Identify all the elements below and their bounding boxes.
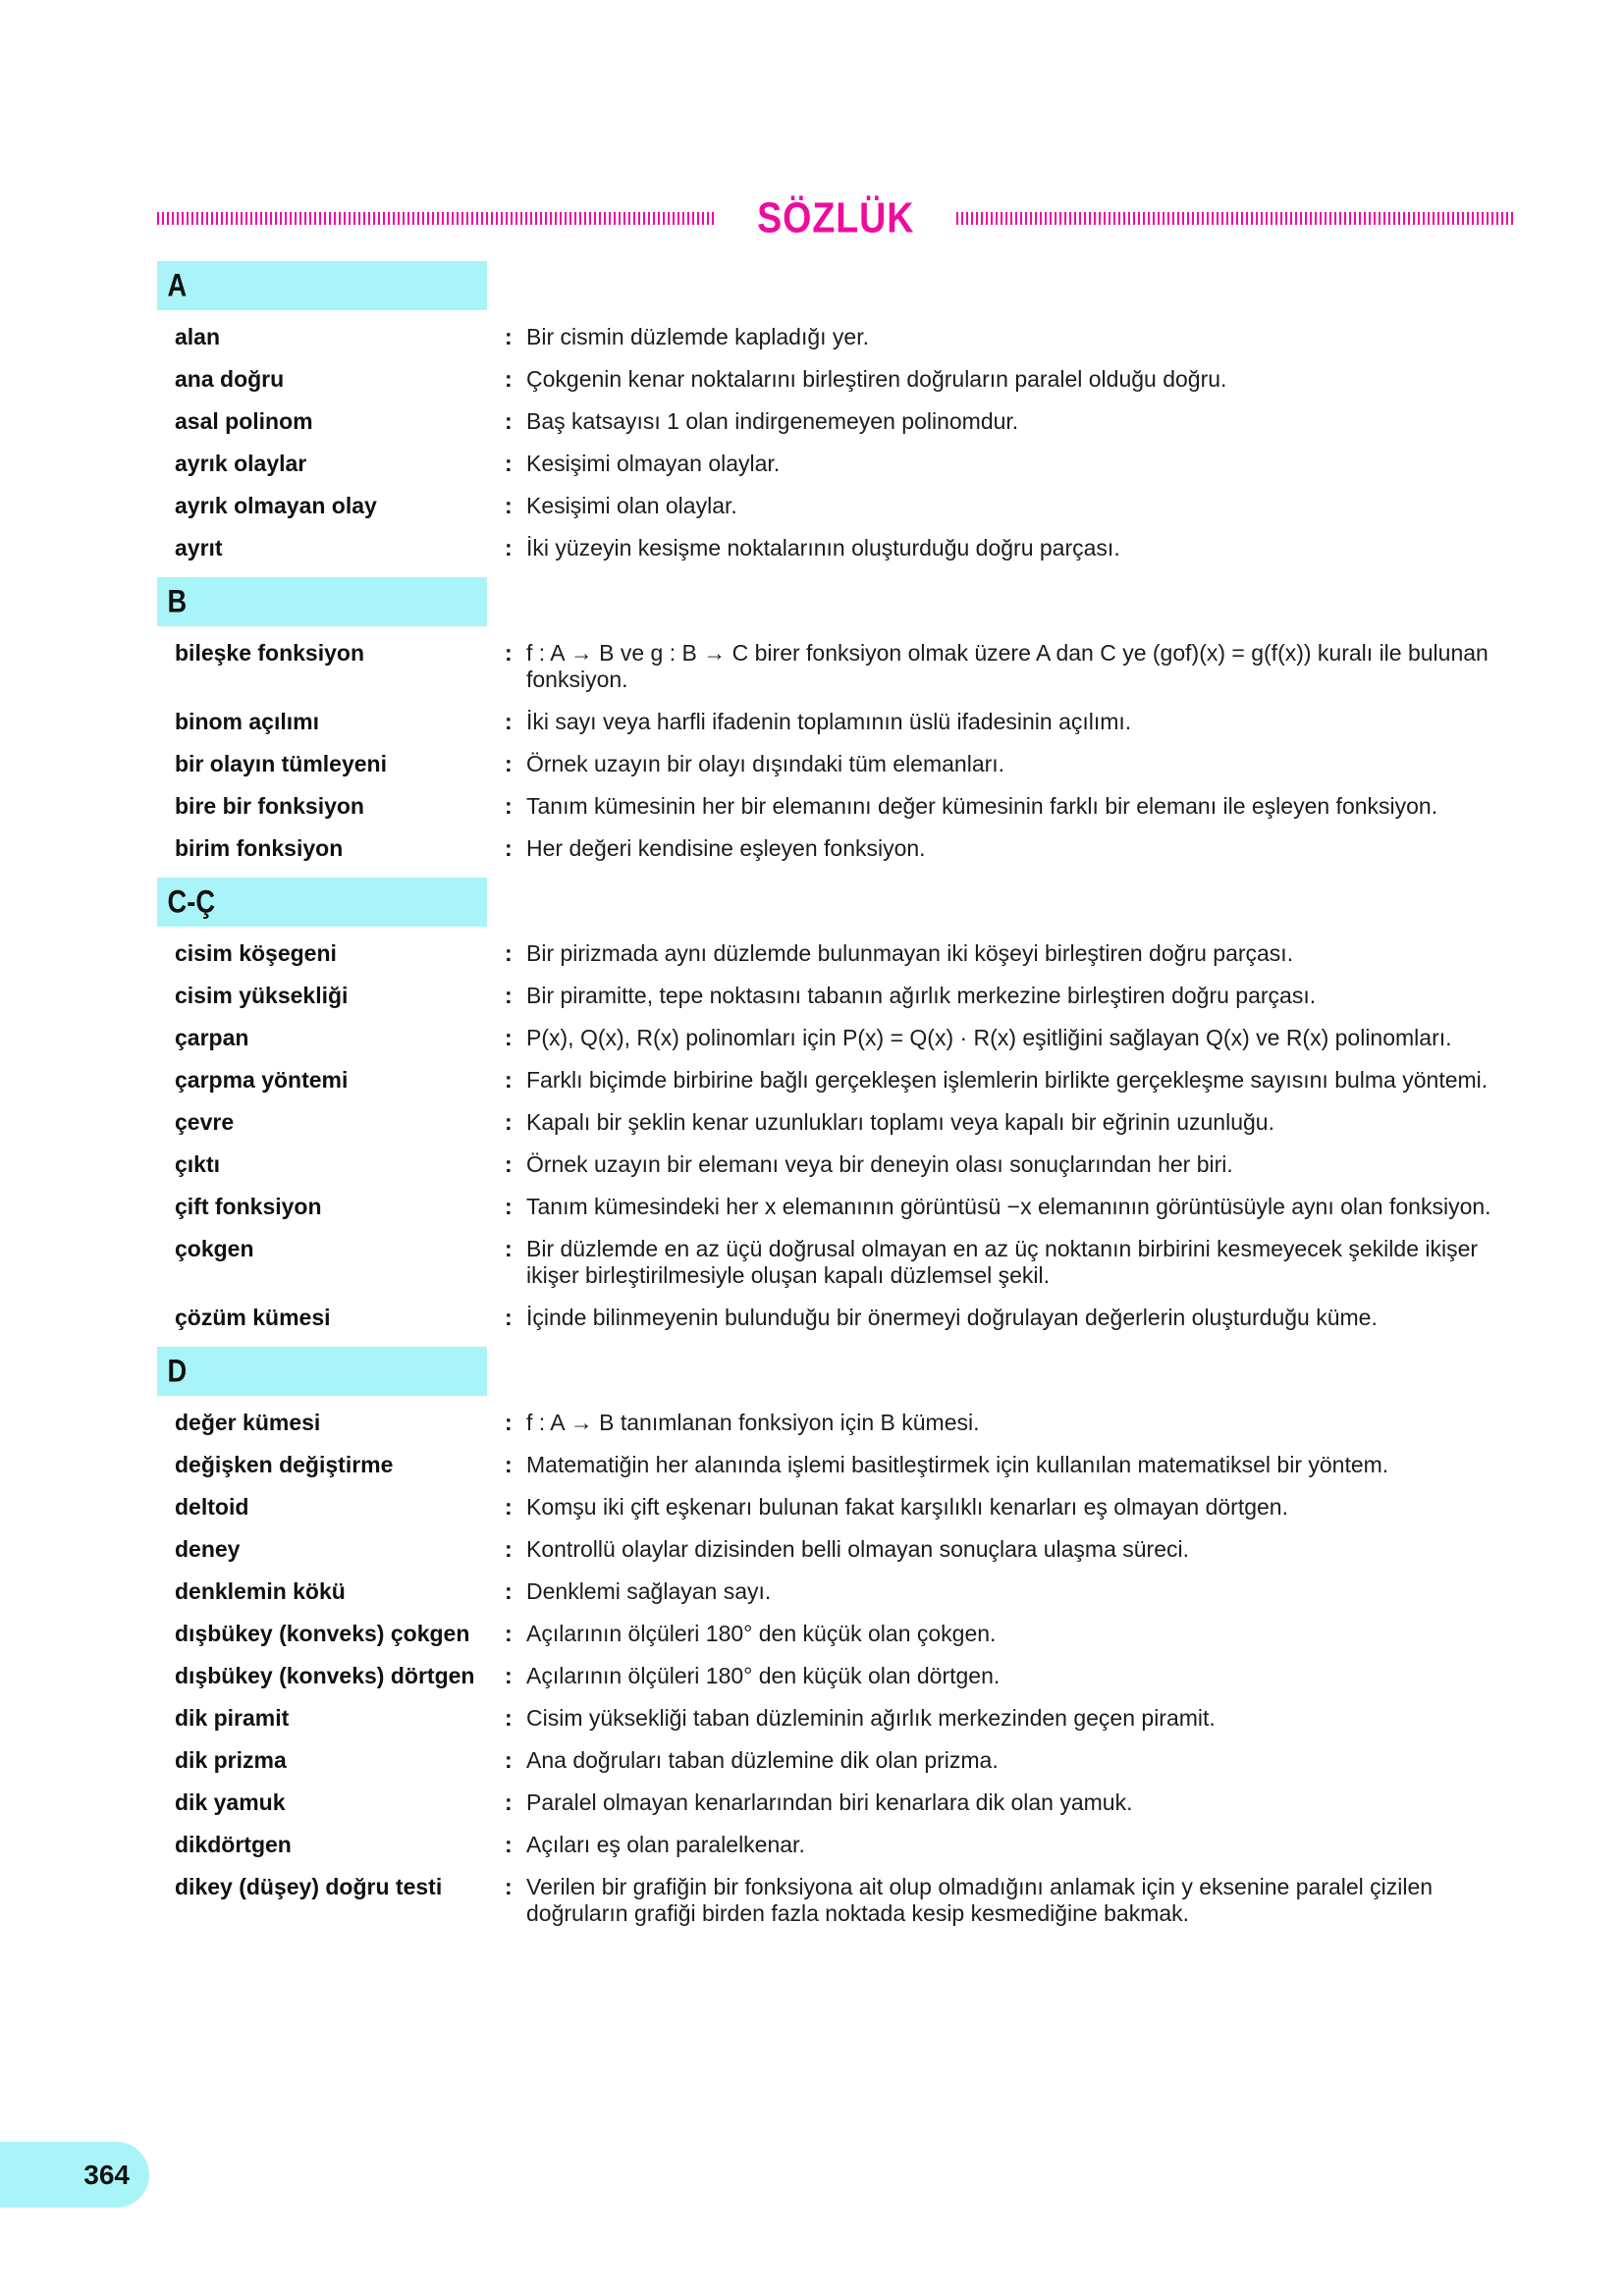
colon-separator: : [505,1236,513,1261]
definition-text: Bir cismin düzlemde kapladığı yer. [526,324,869,349]
colon-separator: : [505,1151,513,1177]
section-letter: C-Ç [167,883,216,920]
colon-separator: : [505,709,513,734]
term-label: bileşke fonksiyon [175,640,365,666]
glossary-entry [157,793,1517,820]
term-label: çıktı [175,1151,221,1177]
section-header [157,261,487,310]
definition-text: Denklemi sağlayan sayı. [526,1578,772,1604]
colon-separator: : [505,1747,513,1773]
definition-text: Cisim yüksekliği taban düzleminin ağırlık merkezinden geçen piramit. [526,1705,1216,1731]
definition-text: İki sayı veya harfli ifadenin toplamının üslü ifadesinin açılımı. [526,709,1132,734]
term-label: çokgen [175,1236,254,1261]
definition-text: Açıları eş olan paralelkenar. [526,1832,805,1857]
page-header [157,194,1514,241]
section-letter: B [167,583,188,619]
term-label: ayrık olmayan olay [175,493,377,518]
glossary-entry [157,1194,1517,1220]
definition-text: Tanım kümesindeki her x elemanının görüntüsü −x elemanının görüntüsüyle aynı olan fonksiyon. [526,1194,1491,1219]
section-header [157,878,487,927]
colon-separator: : [505,408,513,434]
section-letter: A [167,267,188,303]
glossary-entry [157,1151,1517,1178]
dotted-rule-right [956,212,1514,225]
glossary-entry [157,1067,1517,1094]
section-header [157,577,487,626]
definition-text: Kesişimi olan olaylar. [526,493,737,518]
colon-separator: : [505,940,513,966]
dotted-rule-left [157,212,715,225]
page-title: SÖZLÜK [756,193,915,241]
definition-text: P(x), Q(x), R(x) polinomları için P(x) = Q(x) · R(x) eşitliğini sağlayan Q(x) ve R(x) polinomları. [526,1025,1452,1050]
colon-separator: : [505,640,513,666]
glossary-entry [157,408,1517,435]
section-entries [157,940,1517,1331]
term-label: cisim köşegeni [175,940,337,966]
glossary-entry [157,1663,1517,1689]
section-entries [157,1410,1517,1927]
colon-separator: : [505,1452,513,1477]
glossary-entry [157,709,1517,735]
term-label: çözüm kümesi [175,1305,331,1330]
colon-separator: : [505,1025,513,1050]
definition-text: Örnek uzayın bir elemanı veya bir deneyin olası sonuçlarından her biri. [526,1151,1233,1177]
definition-text: Verilen bir grafiğin bir fonksiyona ait olup olmadığını anlamak için y eksenine paralel çizilen doğruların grafiği birden fazla noktada kesip kesmediğine bakmak. [526,1874,1434,1926]
glossary-entry [157,324,1517,350]
glossary-sections [0,261,1624,1927]
term-label: dışbükey (konveks) dörtgen [175,1663,475,1688]
colon-separator: : [505,1494,513,1520]
definition-text: Kontrollü olaylar dizisinden belli olmayan sonuçlara ulaşma süreci. [526,1536,1190,1562]
definition-text: İki yüzeyin kesişme noktalarının oluşturduğu doğru parçası. [526,535,1120,561]
colon-separator: : [505,1663,513,1688]
section-header [157,1347,487,1396]
colon-separator: : [505,1874,513,1899]
term-label: asal polinom [175,408,313,434]
term-label: cisim yüksekliği [175,983,349,1008]
definition-text: Kapalı bir şeklin kenar uzunlukları toplamı veya kapalı bir eğrinin uzunluğu. [526,1109,1274,1135]
term-label: dik yamuk [175,1789,286,1815]
term-label: çift fonksiyon [175,1194,322,1219]
definition-text: Açılarının ölçüleri 180° den küçük olan dörtgen. [526,1663,1001,1688]
glossary-entry [157,1494,1517,1521]
section-entries [157,324,1517,561]
glossary-entry [157,1874,1517,1927]
term-label: ana doğru [175,366,285,392]
colon-separator: : [505,366,513,392]
colon-separator: : [505,451,513,476]
glossary-section [157,878,1517,1331]
term-label: çarpan [175,1025,249,1050]
glossary-entry [157,366,1517,393]
glossary-entry [157,1305,1517,1331]
glossary-entry [157,940,1517,967]
term-label: değişken değiştirme [175,1452,394,1477]
term-label: bire bir fonksiyon [175,793,364,819]
glossary-entry [157,1025,1517,1051]
definition-text: f : A → B ve g : B → C birer fonksiyon olmak üzere A dan C ye (gof)(x) = g(f(x)) kuralı ile bulunan fonksiyon. [526,640,1489,692]
term-label: dikey (düşey) doğru testi [175,1874,443,1899]
glossary-entry [157,1705,1517,1732]
glossary-entry [157,1747,1517,1774]
glossary-entry [157,1452,1517,1478]
colon-separator: : [505,535,513,561]
term-label: denklemin kökü [175,1578,346,1604]
page-number-badge [0,2142,149,2208]
section-letter: D [167,1353,188,1389]
glossary-entry [157,983,1517,1009]
term-label: değer kümesi [175,1410,321,1435]
definition-text: Komşu iki çift eşkenarı bulunan fakat karşılıklı kenarları eş olmayan dörtgen. [526,1494,1288,1520]
term-label: dik piramit [175,1705,290,1731]
glossary-section [157,577,1517,862]
term-label: ayrık olaylar [175,451,307,476]
term-label: alan [175,324,221,349]
definition-text: Matematiğin her alanında işlemi basitleştirmek için kullanılan matematiksel bir yöntem. [526,1452,1389,1477]
colon-separator: : [505,793,513,819]
definition-text: İçinde bilinmeyenin bulunduğu bir önermeyi doğrulayan değerlerin oluşturduğu küme. [526,1305,1378,1330]
glossary-entry [157,835,1517,862]
term-label: deltoid [175,1494,249,1520]
term-label: dikdörtgen [175,1832,292,1857]
glossary-entry [157,1536,1517,1563]
colon-separator: : [505,1536,513,1562]
colon-separator: : [505,1621,513,1646]
page-number: 364 [83,2159,130,2190]
term-label: dik prizma [175,1747,287,1773]
colon-separator: : [505,835,513,861]
definition-text: Çokgenin kenar noktalarını birleştiren doğruların paralel olduğu doğru. [526,366,1227,392]
glossary-entry [157,751,1517,777]
definition-text: Açılarının ölçüleri 180° den küçük olan çokgen. [526,1621,997,1646]
term-label: binom açılımı [175,709,319,734]
definition-text: Her değeri kendisine eşleyen fonksiyon. [526,835,926,861]
colon-separator: : [505,751,513,776]
colon-separator: : [505,1305,513,1330]
definition-text: f : A → B tanımlanan fonksiyon için B kümesi. [526,1410,980,1435]
definition-text: Farklı biçimde birbirine bağlı gerçekleşen işlemlerin birlikte gerçekleşme sayısını bulma yöntemi. [526,1067,1489,1093]
glossary-entry [157,1410,1517,1436]
colon-separator: : [505,1194,513,1219]
glossary-entry [157,1236,1517,1289]
colon-separator: : [505,1578,513,1604]
term-label: bir olayın tümleyeni [175,751,387,776]
definition-text: Tanım kümesinin her bir elemanını değer kümesinin farklı bir elemanı ile eşleyen fonksiyon. [526,793,1438,819]
glossary-section [157,1347,1517,1927]
colon-separator: : [505,1705,513,1731]
glossary-entry [157,535,1517,561]
term-label: ayrıt [175,535,223,561]
colon-separator: : [505,493,513,518]
term-label: dışbükey (konveks) çokgen [175,1621,470,1646]
definition-text: Bir piramitte, tepe noktasını tabanın ağırlık merkezine birleştiren doğru parçası. [526,983,1317,1008]
glossary-entry [157,1621,1517,1647]
colon-separator: : [505,1410,513,1435]
glossary-entry [157,1109,1517,1136]
glossary-entry [157,1789,1517,1816]
colon-separator: : [505,324,513,349]
definition-text: Örnek uzayın bir olayı dışındaki tüm elemanları. [526,751,1005,776]
glossary-entry [157,493,1517,519]
definition-text: Bir pirizmada aynı düzlemde bulunmayan iki köşeyi birleştiren doğru parçası. [526,940,1294,966]
colon-separator: : [505,1067,513,1093]
term-label: deney [175,1536,241,1562]
term-label: birim fonksiyon [175,835,344,861]
glossary-entry [157,1832,1517,1858]
colon-separator: : [505,1789,513,1815]
definition-text: Ana doğruları taban düzlemine dik olan prizma. [526,1747,999,1773]
definition-text: Paralel olmayan kenarlarından biri kenarlara dik olan yamuk. [526,1789,1133,1815]
glossary-entry [157,640,1517,693]
definition-text: Bir düzlemde en az üçü doğrusal olmayan en az üç noktanın birbirini kesmeyecek şekilde ikişer ikişer birleştirilmesiyle oluşan kapalı düzlemsel şekil. [526,1236,1479,1288]
section-entries [157,640,1517,862]
glossary-entry [157,451,1517,477]
definition-text: Kesişimi olmayan olaylar. [526,451,781,476]
colon-separator: : [505,983,513,1008]
colon-separator: : [505,1832,513,1857]
glossary-section [157,261,1517,561]
definition-text: Baş katsayısı 1 olan indirgenemeyen polinomdur. [526,408,1019,434]
colon-separator: : [505,1109,513,1135]
term-label: çevre [175,1109,235,1135]
glossary-entry [157,1578,1517,1605]
term-label: çarpma yöntemi [175,1067,349,1093]
